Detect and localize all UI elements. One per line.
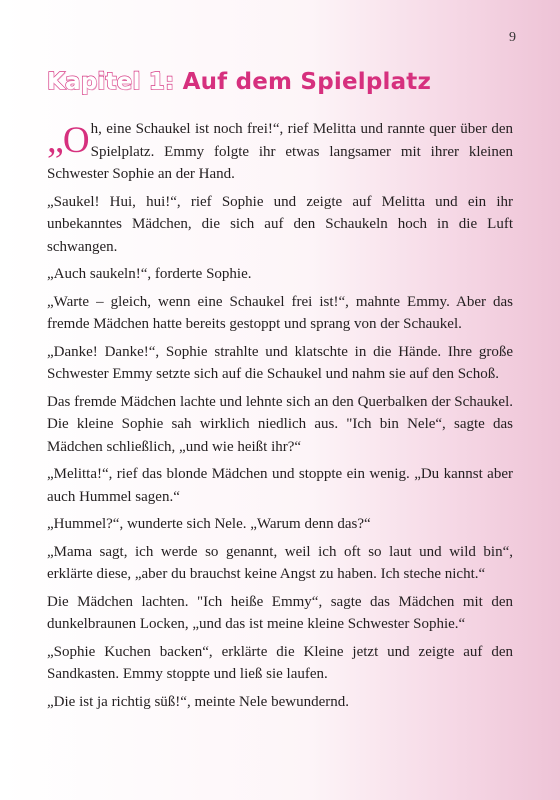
paragraph: „Saukel! Hui, hui!“, rief Sophie und zeigte auf Melitta und ein ihr unbekanntes Mädchen, die sich auf den Schaukeln hoch in die Luft schwangen. xyxy=(47,193,513,255)
chapter-heading xyxy=(47,71,431,94)
paragraph: „Danke! Danke!“, Sophie strahlte und klatschte in die Hände. Ihre große Schwester Emmy setzte sich auf die Schaukel und nahm sie auf den Schoß. xyxy=(47,343,513,382)
drop-cap-letter: O xyxy=(62,120,89,161)
paragraph: „Mama sagt, ich werde so genannt, weil ich oft so laut und wild bin“, erklärte diese, „aber du brauchst keine Angst zu haben. Ich steche nicht.“ xyxy=(47,543,513,582)
paragraph: „Sophie Kuchen backen“, erklärte die Kleine jetzt und zeigte auf den Sandkasten. Emmy stoppte und ließ sie laufen. xyxy=(47,643,513,682)
drop-cap xyxy=(47,119,89,161)
paragraph xyxy=(47,118,513,186)
paragraph: „Die ist ja richtig süß!“, meinte Nele bewundernd. xyxy=(47,693,349,710)
paragraph: „Hummel?“, wunderte sich Nele. „Warum denn das?“ xyxy=(47,516,371,532)
paragraph-text: h, eine Schaukel ist noch frei!“, rief Melitta und rannte quer über den Spielplatz. Emmy folgte ihr etwas langsamer mit ihrer kleinen Schwester Sophie an der Hand. xyxy=(47,121,513,182)
story-text xyxy=(47,118,513,718)
paragraph: Das fremde Mädchen lachte und lehnte sich an den Querbalken der Schaukel. Die kleine Sophie sah wirklich niedlich aus. "Ich bin Nele“, sagte das Mädchen schließlich, „und wie heißt ihr?“ xyxy=(47,393,513,455)
chapter-title: Auf dem Spielplatz xyxy=(182,69,432,95)
paragraph: Die Mädchen lachten. "Ich heiße Emmy“, sagte das Mädchen mit den dunkelbraunen Locken, „und das ist meine kleine Schwester Sophie.“ xyxy=(47,593,513,632)
paragraph: „Warte – gleich, wenn eine Schaukel frei ist!“, mahnte Emmy. Aber das fremde Mädchen hatte bereits gestoppt und sprang von der Schaukel. xyxy=(47,293,513,332)
paragraph: „Auch saukeln!“, forderte Sophie. xyxy=(47,266,252,282)
drop-cap-quote: „ xyxy=(47,119,63,161)
page-number: 9 xyxy=(509,30,516,45)
paragraph: „Melitta!“, rief das blonde Mädchen und stoppte ein wenig. „Du kannst aber auch Hummel sagen.“ xyxy=(47,466,513,505)
chapter-label: Kapitel 1: xyxy=(47,69,175,95)
